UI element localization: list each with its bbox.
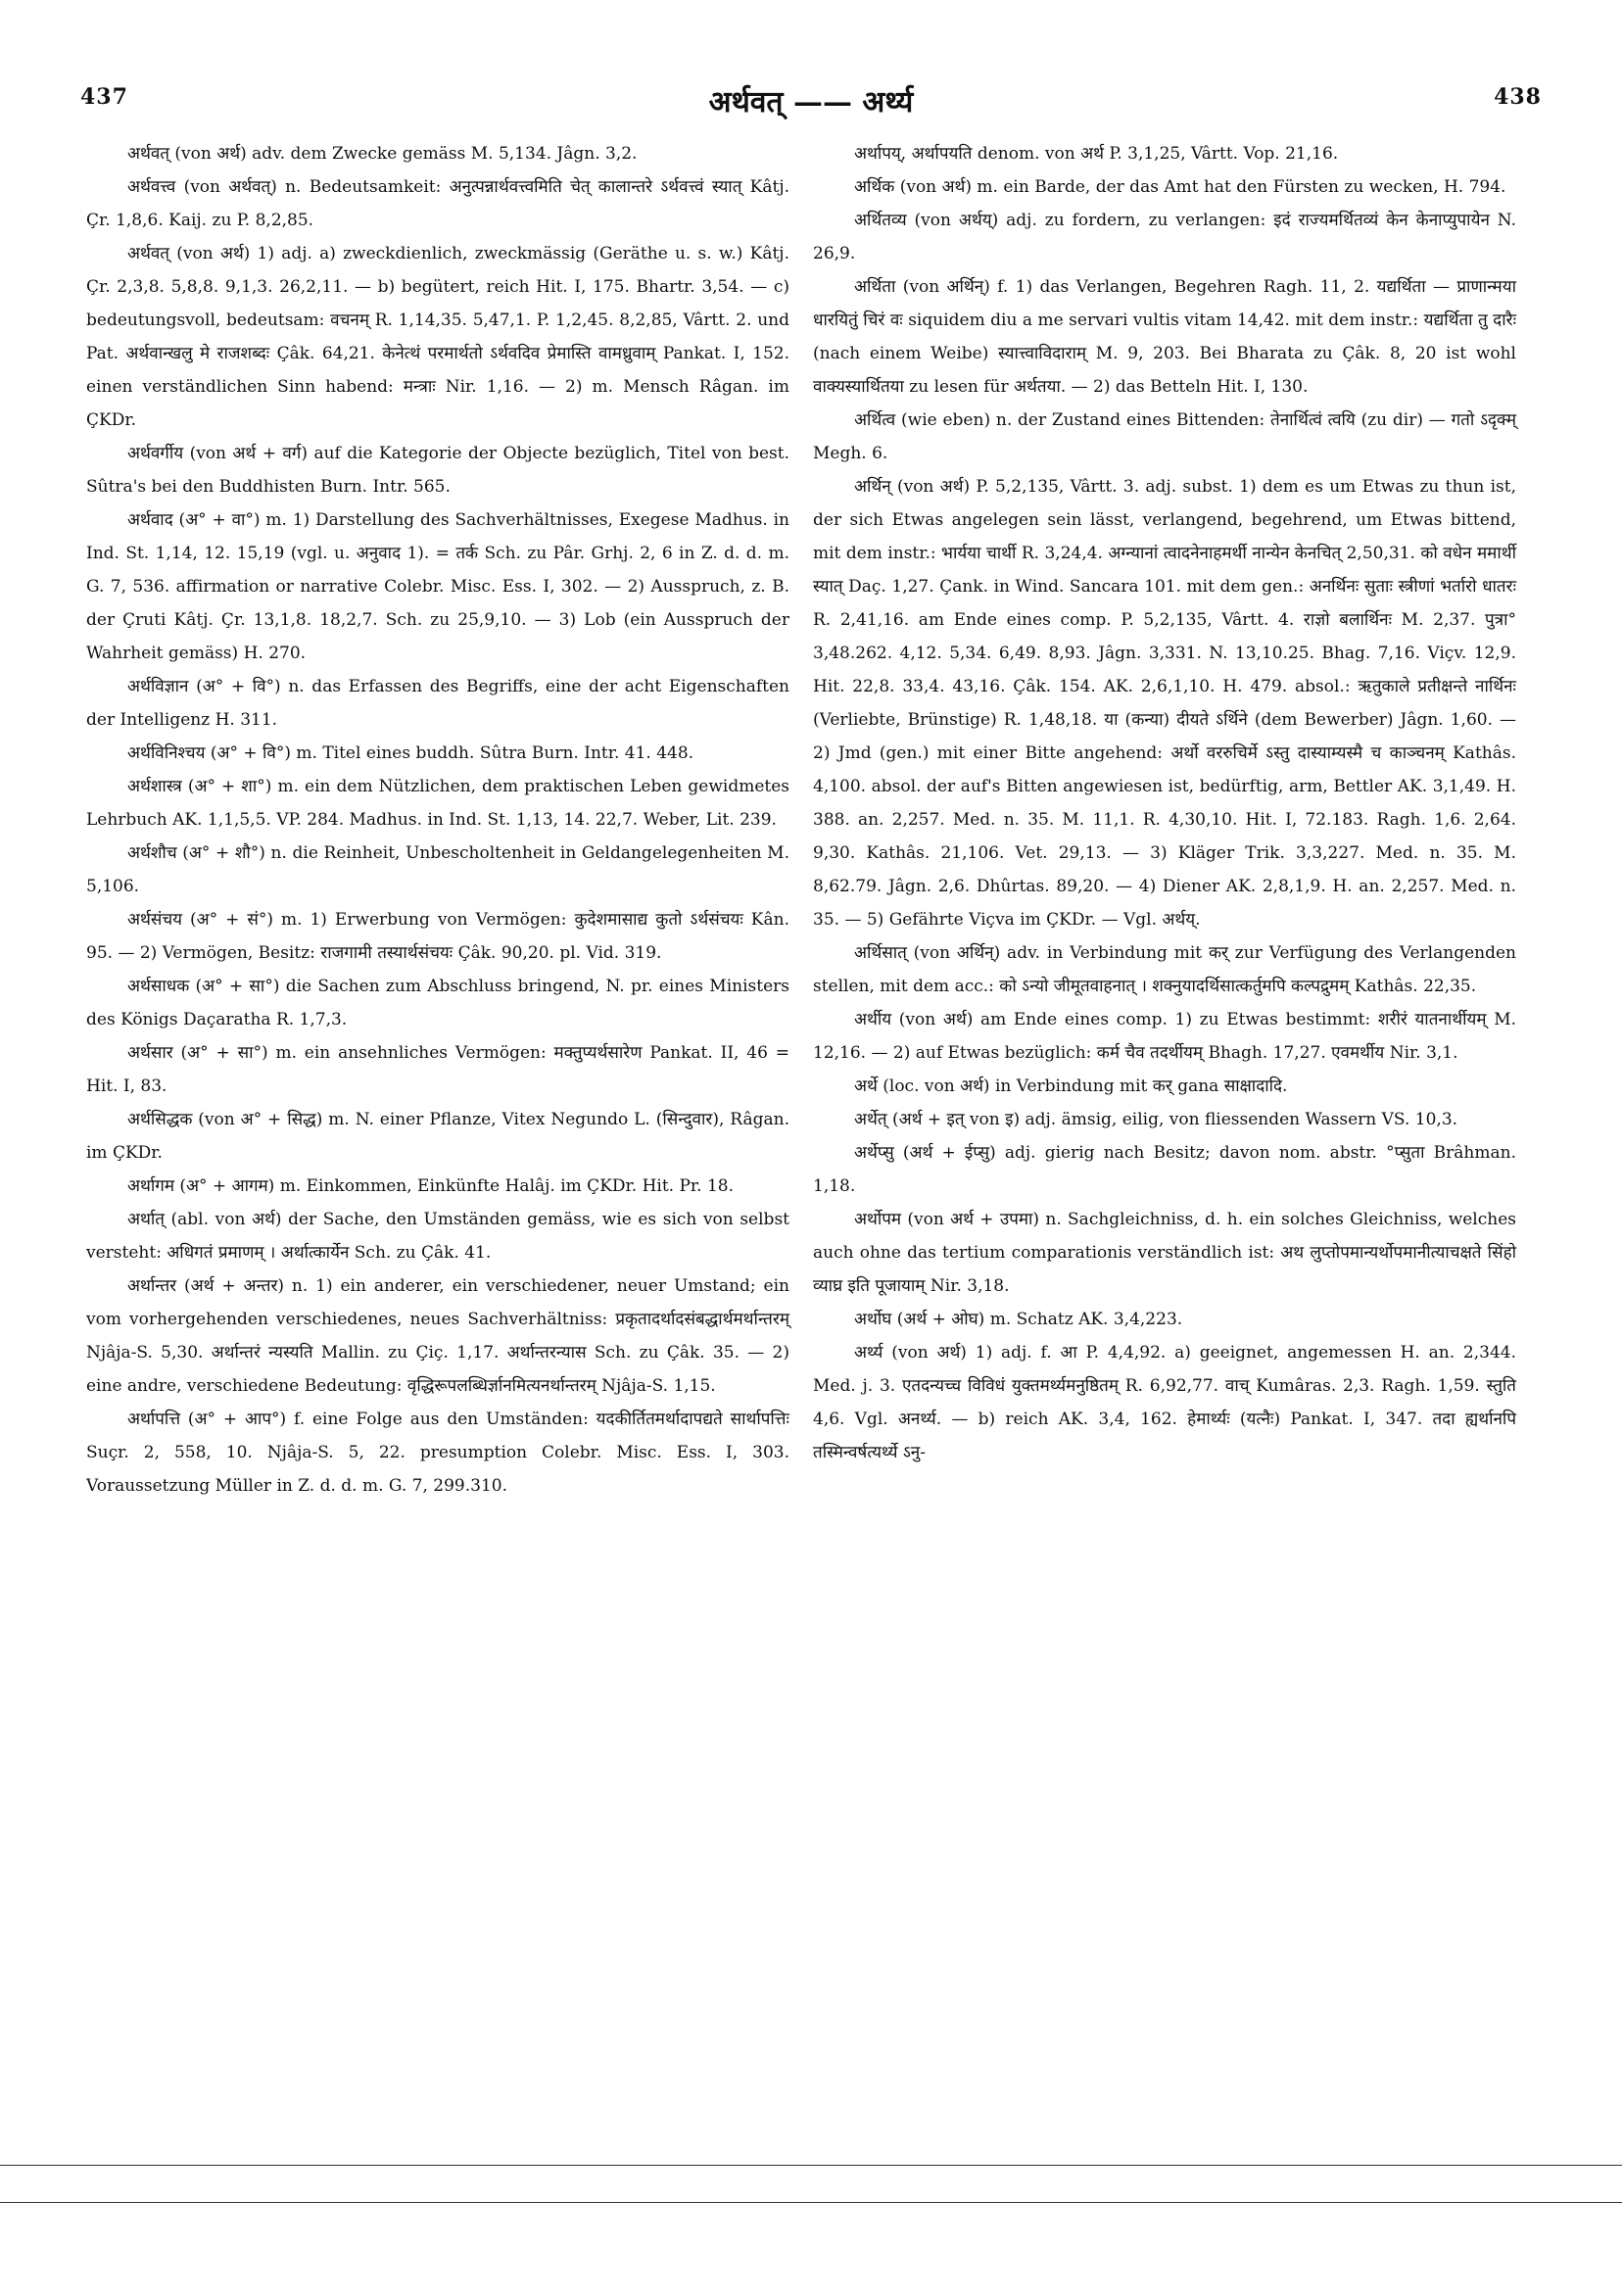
entry: अर्थागम (अ° + आगम) m. Einkommen, Einkünfte Halâj. im ÇKDr. Hit. Pr. 18. (127, 1176, 735, 1196)
footer-rule (0, 2202, 1622, 2203)
entry: अर्थोघ (अर्थ + ओघ) m. Schatz AK. 3,4,223. (854, 1310, 1183, 1329)
entry: अर्थोपम (von अर्थ + उपमा) n. Sachgleichniss, d. h. ein solches Gleichniss, welches auch ohne das tertium comparationis verständlich ist: अथ लुप्तोपमान्यर्थोपमानीत्याचक्षते सिंहो व्याघ्र इति पूजायाम् Nir. 3,18. (813, 1210, 1516, 1296)
entry: अर्थशास्त्र (अ° + शा°) m. ein dem Nützlichen, dem praktischen Leben gewidmetes Lehrbuch AK. 1,1,5,5. VP. 284. Madhus. in Ind. St. 1,13, 14. 22,7. Weber, Lit. 239. (86, 777, 789, 830)
entry: अर्थविज्ञान (अ° + वि°) n. das Erfassen des Begriffs, eine der acht Eigenschaften der Intelligenz H. 311. (86, 677, 789, 730)
entry: अर्थवर्गीय (von अर्थ + वर्ग) auf die Kategorie der Objecte bezüglich, Titel von best. Sûtra's bei den Buddhisten Burn. Intr. 565. (86, 444, 789, 497)
entry: अर्थेप्सु (अर्थ + ईप्सु) adj. gierig nach Besitz; davon nom. abstr. °प्सुता Brâhman. 1,18. (813, 1143, 1516, 1196)
entry: अर्थिता (von अर्थिन्) f. 1) das Verlangen, Begehren Ragh. 11, 2. यद्यर्थिता — प्राणान्मया धारयितुं चिरं वः siquidem diu a me servari vultis vitam 14,42. mit dem instr.: यद्यर्थिता तु दारैः (nach einem Weibe) स्यात्त्वाविदाराम् M. 9, 203. Bei Bharata zu Çâk. 8, 20 ist wohl वाक्यस्यार्थितया zu lesen für अर्थतया. — 2) das Betteln Hit. I, 130. (813, 277, 1516, 397)
right-column (813, 137, 1516, 1469)
entry: अर्थवत् (von अर्थ) 1) adj. a) zweckdienlich, zweckmässig (Geräthe u. s. w.) Kâtj. Çr. 2,3,8. 5,8,8. 9,1,3. 26,2,11. — b) begütert, reich Hit. I, 175. Bhartr. 3,54. — c) bedeutungsvoll, bedeutsam: वचनम् R. 1,14,35. 5,47,1. P. 1,2,45. 8,2,85, Vârtt. 2. und Pat. अर्थवान्खलु मे राजशब्दः Çâk. 64,21. केनेत्थं परमार्थतो ऽर्थवदिव प्रेमास्ति वामध्रुवाम् Pankat. I, 152. einen verständlichen Sinn habend: मन्त्राः Nir. 1,16. — 2) m. Mensch Râgan. im ÇKDr. (86, 244, 789, 430)
entry: अर्थिसात् (von अर्थिन्) adv. in Verbindung mit कर् zur Verfügung des Verlangenden stellen, mit dem acc.: को ऽन्यो जीमूतवाहनात् । शक्नुयादर्थिसात्कर्तुमपि कल्पद्रुमम् Kathâs. 22,35. (813, 943, 1516, 996)
page-number-right: 438 (1494, 84, 1542, 110)
entry: अर्थसार (अ° + सा°) m. ein ansehnliches Vermögen: मक्तुप्यर्थसारेण Pankat. II, 46 = Hit. I, 83. (86, 1043, 789, 1096)
entry: अर्थसिद्धक (von अ° + सिद्ध) m. N. einer Pflanze, Vitex Negundo L. (सिन्दुवार), Râgan. im ÇKDr. (86, 1110, 789, 1163)
entry: अर्थीय (von अर्थ) am Ende eines comp. 1) zu Etwas bestimmt: शरीरं यातनार्थीयम् M. 12,16. — 2) auf Etwas bezüglich: कर्म चैव तदर्थीयम् Bhagh. 17,27. एवमर्थीय Nir. 3,1. (813, 1010, 1517, 1063)
entry: अर्थिन् (von अर्थ) P. 5,2,135, Vârtt. 3. adj. subst. 1) dem es um Etwas zu thun ist, der sich Etwas angelegen sein lässt, verlangend, begehrend, um Etwas bittend, mit dem instr.: भार्यया चार्थी R. 3,24,4. अग्न्यानां त्वादनेनाहमर्थी नान्येन केनचित् 2,50,31. को वधेन ममार्थी स्यात् Daç. 1,27. Çank. in Wind. Sancara 101. mit dem gen.: अनर्थिनः सुताः स्त्रीणां भर्तारो धातरः R. 2,41,16. am Ende eines comp. P. 5,2,135, Vârtt. 4. राज्ञो बलार्थिनः M. 2,37. पुत्रा° 3,48.262. 4,12. 5,34. 6,49. 8,93. Jâgn. 3,331. N. 13,10.25. Bhag. 7,16. Viçv. 12,9. Hit. 22,8. 33,4. 43,16. Çâk. 154. AK. 2,6,1,10. H. 479. absol.: ऋतुकाले प्रतीक्षन्ते नार्थिनः (Verliebte, Brünstige) R. 1,48,18. या (कन्या) दीयते ऽर्थिने (dem Bewerber) Jâgn. 1,60. — 2) Jmd (gen.) mit einer Bitte angehend: अर्थो वररुचिर्मे ऽस्तु दास्याम्यस्मै च काञ्चनम् Kathâs. 4,100. absol. der auf's Bitten angewiesen ist, bedürftig, arm, Bettler AK. 3,1,49. H. 388. an. 2,257. Med. n. 35. M. 11,1. R. 4,30,10. Hit. I, 72.183. Ragh. 1,6. 2,64. 9,30. Kathâs. 21,106. Vet. 29,13. — 3) Kläger Trik. 3,3,227. Med. n. 35. M. 8,62.79. Jâgn. 2,6. Dhûrtas. 89,20. — 4) Diener AK. 2,8,1,9. H. an. 2,257. Med. n. 35. — 5) Gefährte Viçva im ÇKDr. — Vgl. अर्थय्. (813, 477, 1516, 930)
entry: अर्थवाद (अ° + वा°) m. 1) Darstellung des Sachverhältnisses, Exegese Madhus. in Ind. St. 1,14, 12. 15,19 (vgl. u. अनुवाद 1). = तर्क Sch. zu Pâr. Grhj. 2, 6 in Z. d. d. m. G. 7, 536. affirmation or narrative Colebr. Misc. Ess. I, 302. — 2) Ausspruch, z. B. der Çruti Kâtj. Çr. 13,1,8. 18,2,7. Sch. zu 25,9,10. — 3) Lob (ein Ausspruch der Wahrheit gemäss) H. 270. (86, 510, 789, 663)
entry: अर्थसंचय (अ° + सं°) m. 1) Erwerbung von Vermögen: कुदेशमासाद्य कुतो ऽर्थसंचयः Kân. 95. — 2) Vermögen, Besitz: राजगामी तस्यार्थसंचयः Çâk. 90,20. pl. Vid. 319. (86, 910, 789, 963)
entry: अर्थिक (von अर्थ) m. ein Barde, der das Amt hat den Fürsten zu wecken, H. 794. (854, 177, 1506, 197)
entry: अर्थितव्य (von अर्थय्) adj. zu fordern, zu verlangen: इदं राज्यमर्थितव्यं केन केनाप्युपायेन N. 26,9. (813, 211, 1516, 263)
entry: अर्थापत्ति (अ° + आप°) f. eine Folge aus den Umständen: यदकीर्तितमर्थादापद्यते सार्थापत्तिः Suçr. 2, 558, 10. Njâja-S. 5, 22. presumption Colebr. Misc. Ess. I, 303. Voraussetzung Müller in Z. d. d. m. G. 7, 299.310. (86, 1410, 789, 1496)
running-head: अर्थवत् —— अर्थ्य (708, 85, 914, 120)
page-number-left: 437 (80, 84, 128, 110)
entry: अर्थित्व (wie eben) n. der Zustand eines Bittenden: तेनार्थित्वं त्वयि (zu dir) — गतो ऽदृक्म् Megh. 6. (813, 410, 1516, 463)
entry: अर्थान्तर (अर्थ + अन्तर) n. 1) ein anderer, ein verschiedener, neuer Umstand; ein vom vorhergehenden verschiedenes, neues Sachverhältniss: प्रकृतादर्थादसंबद्धार्थमर्थान्तरम् Njâja-S. 5,30. अर्थान्तरं न्यस्यति Mallin. zu Çiç. 1,17. अर्थान्तरन्यास Sch. zu Çâk. 35. — 2) eine andre, verschiedene Bedeutung: वृद्धिरूपलब्धिर्ज्ञानमित्यनर्थान्तरम् Njâja-S. 1,15. (86, 1276, 789, 1396)
entry: अर्थात् (abl. von अर्थ) der Sache, den Umständen gemäss, wie es sich von selbst versteht: अधिगतं प्रमाणम् । अर्थात्कार्येन Sch. zu Çâk. 41. (86, 1210, 789, 1263)
entry: अर्थविनिश्चय (अ° + वि°) m. Titel eines buddh. Sûtra Burn. Intr. 41. 448. (127, 743, 694, 763)
entry: अर्थवत्त्व (von अर्थवत्) n. Bedeutsamkeit: अनुत्पन्नार्थवत्त्वमिति चेत् कालान्तरे ऽर्थवत्त्वं स्यात् Kâtj. Çr. 1,8,6. Kaij. zu P. 8,2,85. (86, 177, 789, 230)
entry: अर्थसाधक (अ° + सा°) die Sachen zum Abschluss bringend, N. pr. eines Ministers des Königs Daçaratha R. 1,7,3. (86, 977, 789, 1029)
footer-rule (0, 2165, 1622, 2166)
entry: अर्थवत् (von अर्थ) adv. dem Zwecke gemäss M. 5,134. Jâgn. 3,2. (127, 144, 638, 164)
entry: अर्थशौच (अ° + शौ°) n. die Reinheit, Unbescholtenheit in Geldangelegenheiten M. 5,106. (86, 843, 789, 896)
entry: अर्थ्य (von अर्थ) 1) adj. f. आ P. 4,4,92. a) geeignet, angemessen H. an. 2,344. Med. j. 3. एतदन्यच्च विविधं युक्तमर्थ्यमनुष्ठितम् R. 6,92,77. वाच् Kumâras. 2,3. Ragh. 1,59. स्तुति 4,6. Vgl. अनर्थ्य. — b) reich AK. 3,4, 162. हेमार्थ्यः (यत्नैः) Pankat. I, 347. तदा ह्यर्थानपि तस्मिन्वर्षत्यर्थ्ये ऽनु- (813, 1343, 1516, 1462)
entry: अर्थेत् (अर्थ + इत् von इ) adj. ämsig, eilig, von fliessenden Wassern VS. 10,3. (854, 1110, 1458, 1129)
left-column (86, 137, 789, 1503)
entry: अर्थापय्, अर्थापयति denom. von अर्थ P. 3,1,25, Vârtt. Vop. 21,16. (854, 144, 1339, 164)
entry: अर्थे (loc. von अर्थ) in Verbindung mit कर् gana साक्षादादि. (854, 1076, 1288, 1096)
